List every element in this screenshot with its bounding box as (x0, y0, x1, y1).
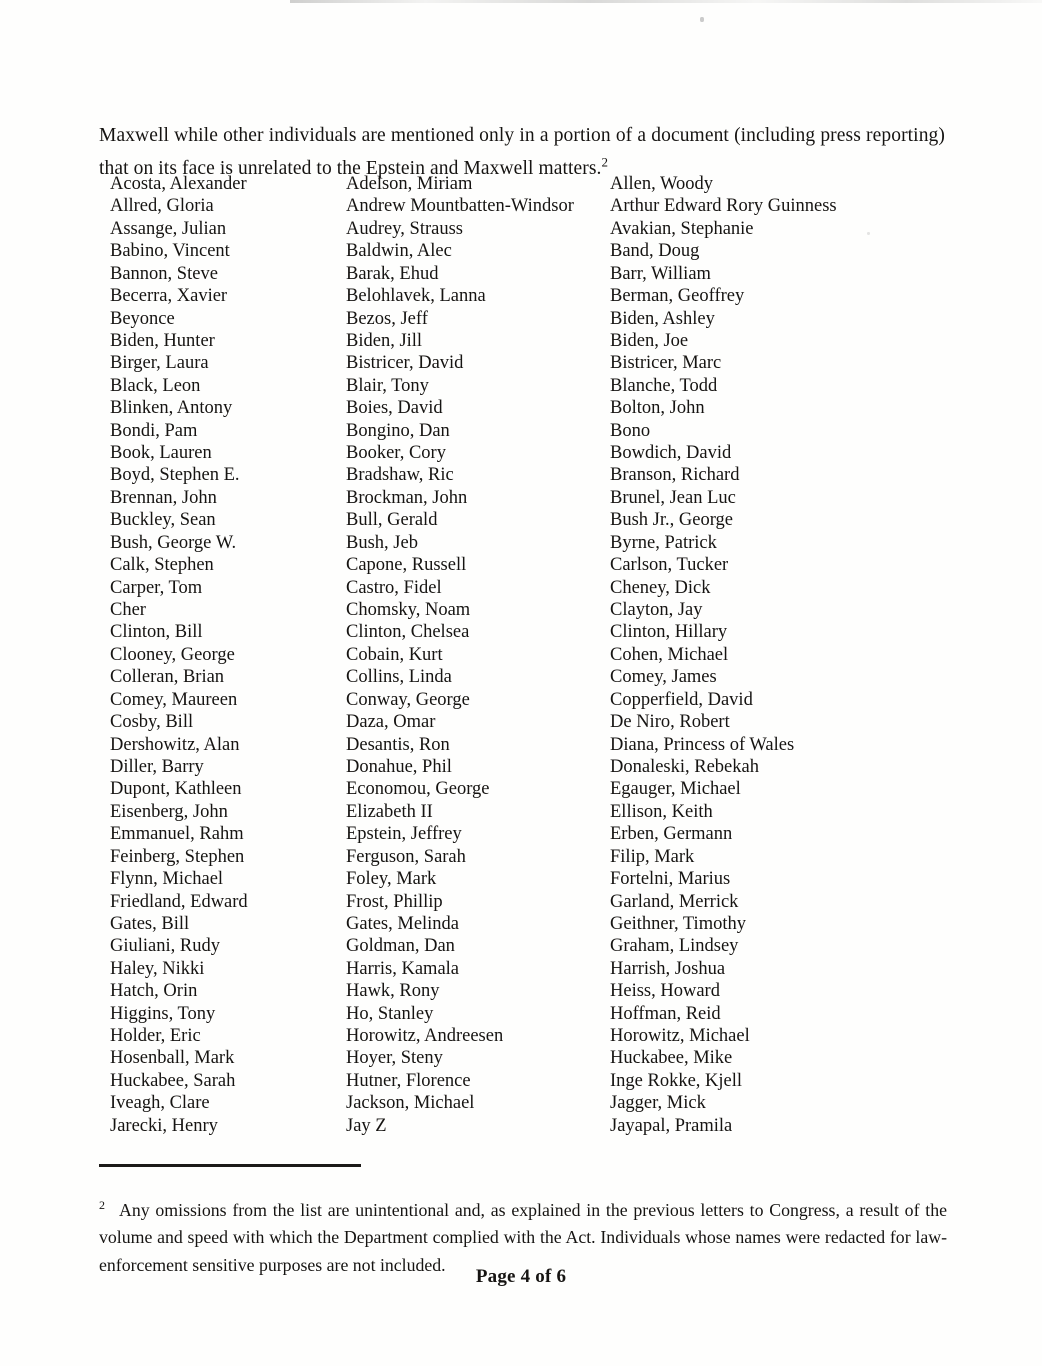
list-item: Bolton, John (610, 398, 705, 419)
list-item: Assange, Julian (110, 218, 227, 239)
list-item: Comey, Maureen (110, 689, 238, 710)
list-item: Clinton, Hillary (610, 622, 728, 643)
list-item: Haley, Nikki (110, 958, 205, 979)
list-item: Bezos, Jeff (346, 308, 428, 329)
list-item: Copperfield, David (610, 689, 753, 710)
list-item: Avakian, Stephanie (610, 218, 754, 239)
list-item: Brunel, Jean Luc (610, 487, 736, 508)
list-item: Beyonce (110, 308, 175, 329)
page-number: Page 4 of 6 (475, 1266, 567, 1287)
list-item: Donahue, Phil (346, 756, 452, 777)
list-item: Band, Doug (610, 241, 700, 262)
list-item: Jackson, Michael (346, 1093, 475, 1114)
list-item: Belohlavek, Lanna (346, 286, 486, 307)
list-item: Clinton, Chelsea (346, 622, 470, 643)
list-item: Acosta, Alexander (110, 174, 247, 194)
list-item: Audrey, Strauss (346, 218, 463, 239)
list-item: Bush, George W. (110, 532, 237, 553)
list-item: Blanche, Todd (610, 375, 718, 396)
list-item: Gates, Melinda (346, 913, 460, 934)
list-item: Blinken, Antony (110, 398, 233, 419)
list-item: Jarecki, Henry (110, 1115, 218, 1136)
list-item: Comey, James (610, 667, 717, 688)
list-item: Heiss, Howard (610, 981, 720, 1002)
list-item: Giuliani, Rudy (110, 936, 220, 957)
list-item: Bradshaw, Ric (346, 465, 454, 486)
list-item: Clayton, Jay (610, 600, 703, 621)
list-item: Hoffman, Reid (610, 1003, 721, 1024)
list-item: Desantis, Ron (346, 734, 450, 755)
list-item: Higgins, Tony (110, 1003, 216, 1024)
list-item: Cohen, Michael (610, 644, 729, 665)
names-column-2 (346, 173, 574, 1137)
list-item: Biden, Joe (610, 330, 689, 351)
list-item: Harris, Kamala (346, 958, 460, 979)
list-item: Foley, Mark (346, 869, 437, 890)
list-item: Hatch, Orin (110, 981, 198, 1002)
list-item: Flynn, Michael (110, 869, 224, 890)
list-item: Andrew Mountbatten-Windsor (346, 196, 574, 217)
list-item: Eisenberg, John (110, 801, 228, 822)
list-item: Huckabee, Sarah (110, 1070, 236, 1091)
list-item: Bondi, Pam (110, 420, 198, 441)
list-item: Bongino, Dan (346, 420, 450, 441)
list-item: Brennan, John (110, 487, 217, 508)
list-item: Daza, Omar (346, 712, 436, 733)
list-item: Ho, Stanley (346, 1003, 434, 1024)
list-item: Ellison, Keith (610, 801, 713, 822)
list-item: Arthur Edward Rory Guinness (610, 196, 837, 217)
list-item: Hutner, Florence (346, 1070, 471, 1091)
list-item: Collins, Linda (346, 667, 452, 688)
list-item: Friedland, Edward (110, 891, 248, 912)
list-item: Feinberg, Stephen (110, 846, 245, 867)
list-item: Allred, Gloria (110, 196, 214, 217)
list-item: Dupont, Kathleen (110, 779, 242, 800)
list-item: Fortelni, Marius (610, 869, 731, 890)
list-item: Jay Z (346, 1115, 387, 1136)
list-item: Epstein, Jeffrey (346, 824, 462, 845)
list-item: Chomsky, Noam (346, 600, 471, 621)
list-item: Brockman, John (346, 487, 468, 508)
footnote-divider (99, 1164, 361, 1167)
list-item: Birger, Laura (110, 353, 209, 374)
list-item: Diller, Barry (110, 756, 204, 777)
list-item: Elizabeth II (346, 801, 433, 822)
list-item: Booker, Cory (346, 443, 446, 464)
list-item: Allen, Woody (610, 174, 713, 194)
list-item: Bull, Gerald (346, 510, 438, 531)
intro-footnote-marker: 2 (601, 154, 609, 169)
list-item: Filip, Mark (610, 846, 695, 867)
list-item: Bowdich, David (610, 443, 732, 464)
list-item: Egauger, Michael (610, 779, 741, 800)
list-item: Becerra, Xavier (110, 286, 228, 307)
list-item: Capone, Russell (346, 555, 467, 576)
names-column-1 (110, 173, 248, 1137)
list-item: Cobain, Kurt (346, 644, 443, 665)
list-item: Harrish, Joshua (610, 958, 726, 979)
list-item: Colleran, Brian (110, 667, 225, 688)
list-item: Blair, Tony (346, 375, 429, 396)
list-item: Boies, David (346, 398, 443, 419)
list-item: Erben, Germann (610, 824, 733, 845)
names-column-3 (610, 173, 837, 1137)
list-item: Diana, Princess of Wales (610, 734, 795, 755)
scan-artifact-speck (700, 17, 704, 22)
list-item: De Niro, Robert (610, 712, 730, 733)
list-item: Hosenball, Mark (110, 1048, 235, 1069)
list-item: Horowitz, Michael (610, 1026, 750, 1047)
list-item: Barr, William (610, 263, 711, 284)
list-item: Babino, Vincent (110, 241, 230, 262)
footnote-marker: 2 (99, 1197, 105, 1212)
list-item: Conway, George (346, 689, 470, 710)
list-item: Biden, Ashley (610, 308, 715, 329)
list-item: Ferguson, Sarah (346, 846, 466, 867)
list-item: Boyd, Stephen E. (110, 465, 240, 486)
list-item: Buckley, Sean (110, 510, 216, 531)
list-item: Adelson, Miriam (346, 174, 473, 194)
list-item: Graham, Lindsey (610, 936, 739, 957)
list-item: Bannon, Steve (110, 263, 218, 284)
list-item: Dershowitz, Alan (110, 734, 240, 755)
list-item: Byrne, Patrick (610, 532, 717, 553)
list-item: Castro, Fidel (346, 577, 442, 598)
list-item: Biden, Hunter (110, 330, 215, 351)
list-item: Holder, Eric (110, 1026, 201, 1047)
list-item: Emmanuel, Rahm (110, 824, 244, 845)
scan-artifact-top-streak (290, 0, 1042, 3)
list-item: Frost, Phillip (346, 891, 443, 912)
list-item: Carper, Tom (110, 577, 203, 598)
list-item: Calk, Stephen (110, 555, 214, 576)
list-item: Donaleski, Rebekah (610, 756, 759, 777)
list-item: Geithner, Timothy (610, 913, 746, 934)
footnote-text: Any omissions from the list are unintentional and, as explained in the previous letters to Congress, a result of the volume and speed with which the Department complied with the Act. Individuals whose names were redacted for law-enforcement sensitive purposes are not included. (99, 1199, 947, 1275)
list-item: Inge Rokke, Kjell (610, 1070, 743, 1091)
list-item: Garland, Merrick (610, 891, 739, 912)
list-item: Hawk, Rony (346, 981, 440, 1002)
list-item: Bistricer, David (346, 353, 464, 374)
list-item: Clooney, George (110, 644, 235, 665)
list-item: Clinton, Bill (110, 622, 203, 643)
list-item: Biden, Jill (346, 330, 423, 351)
list-item: Baldwin, Alec (346, 241, 452, 262)
list-item: Goldman, Dan (346, 936, 455, 957)
list-item: Bono (610, 420, 651, 441)
list-item: Bistricer, Marc (610, 353, 722, 374)
list-item: Barak, Ehud (346, 263, 439, 284)
list-item: Cosby, Bill (110, 712, 194, 733)
list-item: Iveagh, Clare (110, 1093, 210, 1114)
intro-text: Maxwell while other individuals are mentioned only in a portion of a document (including press reporting) that on its face is unrelated to the Epstein and Maxwell matters. (99, 124, 945, 179)
list-item: Jagger, Mick (610, 1093, 706, 1114)
list-item: Book, Lauren (110, 443, 212, 464)
list-item: Jayapal, Pramila (610, 1115, 733, 1136)
list-item: Economou, George (346, 779, 490, 800)
list-item: Hoyer, Steny (346, 1048, 443, 1069)
list-item: Huckabee, Mike (610, 1048, 733, 1069)
list-item: Berman, Geoffrey (610, 286, 745, 307)
list-item: Bush Jr., George (610, 510, 733, 531)
list-item: Gates, Bill (110, 913, 190, 934)
list-item: Black, Leon (110, 375, 201, 396)
scan-artifact-speck (867, 232, 870, 235)
list-item: Horowitz, Andreesen (346, 1026, 504, 1047)
list-item: Branson, Richard (610, 465, 740, 486)
list-item: Cher (110, 600, 146, 621)
list-item: Cheney, Dick (610, 577, 711, 598)
list-item: Carlson, Tucker (610, 555, 729, 576)
list-item: Bush, Jeb (346, 532, 418, 553)
